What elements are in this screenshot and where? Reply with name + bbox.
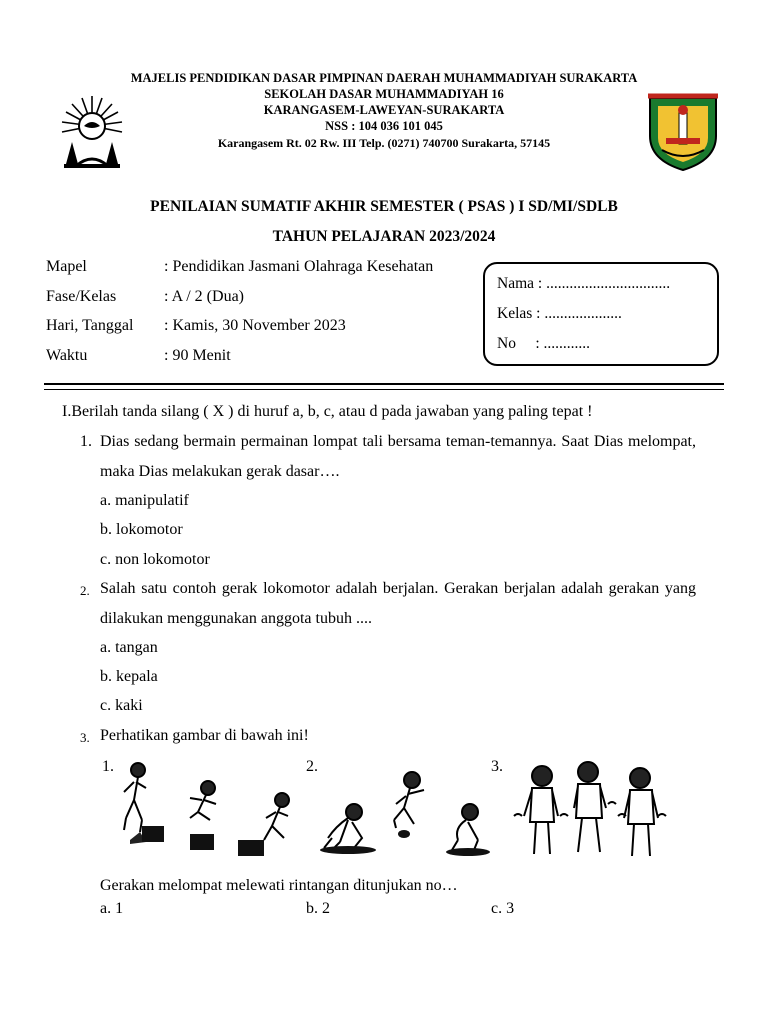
header-nss: NSS : 104 036 101 045 xyxy=(325,119,443,133)
header-address: Karangasem Rt. 02 Rw. III Telp. (0271) 740700 Surakarta, 57145 xyxy=(217,136,551,150)
exam-year: TAHUN PELAJARAN 2023/2024 xyxy=(272,228,496,245)
answer-option[interactable]: b. 2 xyxy=(306,900,330,917)
answer-option[interactable]: b. kepala xyxy=(100,668,158,685)
info-label: Hari, Tanggal xyxy=(46,317,134,334)
header-organization: MAJELIS PENDIDIKAN DASAR PIMPINAN DAERAH MUHAMMADIYAH SURAKARTA xyxy=(130,71,638,85)
info-value: : A / 2 (Dua) xyxy=(164,287,244,305)
figure-frog-jump xyxy=(318,768,494,860)
question-text: Salah satu contoh gerak lokomotor adalah berjalan. Gerakan berjalan adalah gerakan yang dilakukan menggunakan anggota tubuh .... xyxy=(100,580,696,627)
figure-body-twist xyxy=(512,760,668,860)
answer-option[interactable]: a. 1 xyxy=(100,900,124,917)
answer-option[interactable]: b. lokomotor xyxy=(100,521,183,538)
info-row xyxy=(46,256,433,286)
header-location: KARANGASEM-LAWEYAN-SURAKARTA xyxy=(263,103,505,117)
info-value: : 90 Menit xyxy=(164,346,231,364)
nama-field[interactable]: Nama : ................................ xyxy=(497,275,671,292)
figure-label: 3. xyxy=(491,758,503,775)
kelas-field[interactable]: Kelas : .................... xyxy=(497,305,622,322)
question-number: 2. xyxy=(80,583,90,598)
answer-option[interactable]: c. kaki xyxy=(100,697,143,714)
exam-title: PENILAIAN SUMATIF AKHIR SEMESTER ( PSAS ) I SD/MI/SDLB xyxy=(150,198,618,215)
answer-option[interactable]: a. manipulatif xyxy=(100,492,189,509)
answer-option[interactable]: c. non lokomotor xyxy=(100,551,210,568)
question-text: Perhatikan gambar di bawah ini! xyxy=(100,727,309,744)
school-header xyxy=(0,70,768,152)
figure-label: 2. xyxy=(306,758,318,775)
info-label: Waktu xyxy=(46,346,88,364)
info-label: Fase/Kelas xyxy=(46,287,117,305)
question-prompt: Gerakan melompat melewati rintangan ditunjukan no… xyxy=(100,877,458,894)
header-school-name: SEKOLAH DASAR MUHAMMADIYAH 16 xyxy=(264,87,504,101)
divider-thin xyxy=(44,389,724,390)
answer-option[interactable]: c. 3 xyxy=(491,900,515,917)
exam-info xyxy=(46,256,433,374)
figure-label: 1. xyxy=(102,758,114,775)
info-row xyxy=(46,286,433,316)
question-text: Dias sedang bermain permainan lompat tali bersama teman-temannya. Saat Dias melompat, maka Dias melakukan gerak dasar…. xyxy=(100,433,696,480)
info-row xyxy=(46,345,433,375)
divider-thick xyxy=(44,383,724,385)
student-identity-box xyxy=(483,262,719,366)
info-row xyxy=(46,315,433,345)
section-instruction: I.Berilah tanda silang ( X ) di huruf a, b, c, atau d pada jawaban yang paling tepat ! xyxy=(62,403,593,420)
info-label: Mapel xyxy=(46,258,87,275)
answer-option[interactable]: a. tangan xyxy=(100,639,158,656)
info-value: : Kamis, 30 November 2023 xyxy=(164,317,346,334)
question-number: 3. xyxy=(80,730,90,745)
figure-jump-over-obstacle xyxy=(110,760,300,860)
no-field[interactable]: No : ............ xyxy=(497,335,590,352)
question-number: 1. xyxy=(80,433,92,450)
info-value: : Pendidikan Jasmani Olahraga Kesehatan xyxy=(164,258,434,275)
